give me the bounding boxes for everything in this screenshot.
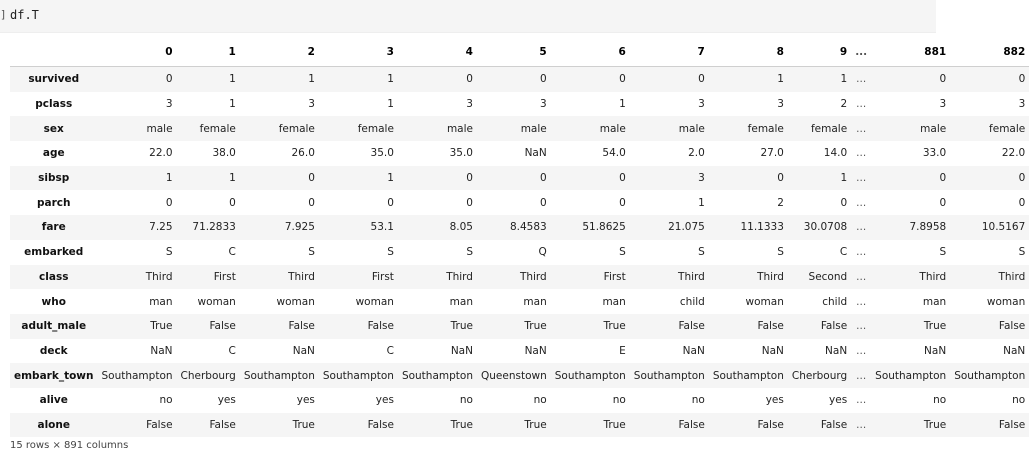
table-cell: 27.0 [760, 147, 784, 160]
table-cell: woman [745, 295, 784, 308]
table-cell: 7.8958 [909, 221, 947, 234]
table-cell: 21.075 [668, 221, 705, 234]
table-cell: Southampton [712, 369, 784, 382]
table-cell: True [923, 418, 947, 431]
table-cell: NaN [924, 344, 947, 357]
column-header: 882 [950, 38, 1029, 67]
column-header: 2 [240, 38, 319, 67]
table-row [10, 190, 1029, 215]
table-cell: NaN [292, 344, 315, 357]
table-cell: 0 [1018, 73, 1026, 86]
table-cell: S [939, 246, 947, 259]
table-cell: 8.05 [449, 221, 473, 234]
table-cell: 33.0 [922, 147, 947, 160]
table-cell: S [777, 246, 784, 259]
table-cell: Southampton [554, 369, 626, 382]
table-cell: 14.0 [823, 147, 848, 160]
row-index-label: survived [28, 73, 80, 86]
table-cell: C [228, 344, 236, 357]
table-cell: man [149, 295, 173, 308]
table-row [10, 265, 1029, 290]
ellipsis-cell: ... [856, 172, 867, 185]
shape-summary: 15 rows × 891 columns [10, 440, 129, 451]
table-cell: female [278, 122, 315, 135]
table-cell: True [524, 320, 547, 333]
table-cell: Southampton [633, 369, 705, 382]
code-line[interactable]: df.T [10, 8, 39, 22]
table-cell: 26.0 [291, 147, 315, 160]
table-cell: 1 [387, 172, 394, 185]
table-cell: 0 [619, 172, 626, 185]
table-cell: 10.5167 [981, 221, 1026, 234]
table-cell: 7.925 [284, 221, 315, 234]
table-row [10, 289, 1029, 314]
table-cell: 0 [540, 73, 547, 86]
table-cell: 0 [308, 172, 315, 185]
ellipsis-cell: ... [856, 369, 867, 382]
table-cell: Third [145, 270, 173, 283]
table-cell: False [757, 320, 784, 333]
cell-prompt: ] [0, 8, 7, 21]
table-body [10, 67, 1029, 438]
table-cell: Third [678, 270, 705, 283]
column-header: 9 [788, 38, 851, 67]
column-header: 881 [871, 38, 950, 67]
ellipsis-cell: ... [856, 147, 867, 160]
table-row [10, 240, 1029, 265]
table-cell: Third [757, 270, 784, 283]
table-cell: 0 [1018, 196, 1026, 209]
table-cell: Southampton [101, 369, 173, 382]
table-cell: False [146, 418, 173, 431]
table-cell: 7.25 [149, 221, 173, 234]
table-cell: 1 [229, 98, 236, 111]
row-index-label: embark_town [14, 369, 94, 382]
row-index-label: fare [41, 221, 66, 234]
table-row [10, 92, 1029, 117]
row-index-label: age [42, 147, 65, 160]
table-cell: 8.4583 [509, 221, 547, 234]
row-index-label: alive [39, 394, 68, 407]
table-cell: 1 [840, 73, 848, 86]
table-cell: S [1018, 246, 1026, 259]
table-cell: 0 [619, 73, 626, 86]
table-cell: False [367, 418, 394, 431]
row-index-label: sex [43, 122, 64, 135]
table-cell: True [292, 418, 315, 431]
table-cell: yes [217, 394, 236, 407]
table-cell: False [288, 320, 315, 333]
table-cell: 22.0 [149, 147, 173, 160]
table-row [10, 339, 1029, 364]
table-cell: 0 [619, 196, 626, 209]
table-cell: S [619, 246, 626, 259]
column-header: 8 [709, 38, 788, 67]
table-cell: True [450, 418, 473, 431]
table-cell: 0 [939, 172, 947, 185]
dataframe-table [10, 38, 1029, 437]
table-cell: 0 [165, 196, 173, 209]
table-cell: False [998, 320, 1026, 333]
table-cell: C [839, 246, 848, 259]
table-cell: no [533, 394, 547, 407]
table-cell: 0 [165, 73, 173, 86]
row-index-label: who [41, 295, 66, 308]
table-cell: 1 [840, 172, 848, 185]
table-cell: Queenstown [480, 369, 547, 382]
table-cell: 51.8625 [582, 221, 626, 234]
table-cell: man [602, 295, 626, 308]
table-cell: yes [375, 394, 394, 407]
table-cell: Southampton [243, 369, 315, 382]
table-cell: yes [829, 394, 848, 407]
index-header-corner [10, 38, 97, 67]
table-cell: male [599, 122, 626, 135]
table-cell: True [450, 320, 473, 333]
table-cell: NaN [524, 344, 547, 357]
ellipsis-cell: ... [856, 418, 867, 431]
table-cell: False [820, 418, 848, 431]
row-index-label: class [39, 270, 69, 283]
table-row [10, 413, 1029, 438]
table-cell: no [459, 394, 473, 407]
table-cell: female [199, 122, 236, 135]
table-cell: Second [808, 270, 848, 283]
table-cell: NaN [524, 147, 547, 160]
table-cell: S [165, 246, 173, 259]
row-index-label: adult_male [21, 320, 87, 333]
table-cell: S [698, 246, 705, 259]
table-cell: 0 [466, 196, 473, 209]
row-index-label: pclass [35, 98, 73, 111]
table-row [10, 215, 1029, 240]
table-cell: no [612, 394, 626, 407]
column-header: 6 [551, 38, 630, 67]
column-header: 5 [477, 38, 551, 67]
table-cell: Third [288, 270, 315, 283]
table-cell: True [603, 418, 626, 431]
table-cell: 35.0 [449, 147, 473, 160]
table-cell: 1 [229, 172, 236, 185]
table-cell: 0 [466, 73, 473, 86]
table-cell: Cherbourg [791, 369, 848, 382]
table-row [10, 363, 1029, 388]
table-cell: True [603, 320, 626, 333]
cell-output [0, 34, 1026, 459]
table-cell: NaN [1003, 344, 1026, 357]
column-header: 1 [177, 38, 240, 67]
table-cell: 3 [466, 98, 473, 111]
table-cell: 3 [777, 98, 784, 111]
table-cell: 3 [698, 172, 705, 185]
row-index-label: sibsp [38, 172, 70, 185]
table-cell: 1 [308, 73, 315, 86]
table-cell: no [1012, 394, 1026, 407]
table-row [10, 67, 1029, 92]
table-cell: False [998, 418, 1026, 431]
table-cell: 0 [466, 172, 473, 185]
table-cell: 1 [619, 98, 626, 111]
column-header: 4 [398, 38, 477, 67]
table-cell: yes [296, 394, 315, 407]
table-cell: False [678, 418, 705, 431]
table-cell: 0 [308, 196, 315, 209]
table-cell: 1 [698, 196, 705, 209]
table-cell: 3 [1018, 98, 1026, 111]
table-cell: First [371, 270, 394, 283]
table-row [10, 166, 1029, 191]
table-cell: 1 [777, 73, 784, 86]
table-cell: male [920, 122, 947, 135]
table-cell: False [757, 418, 784, 431]
table-cell: woman [355, 295, 394, 308]
row-index-label: embarked [24, 246, 84, 259]
table-cell: woman [986, 295, 1026, 308]
table-row [10, 141, 1029, 166]
row-index-label: alone [37, 418, 70, 431]
ellipsis-cell: ... [856, 344, 867, 357]
table-cell: 54.0 [602, 147, 626, 160]
table-cell: 3 [939, 98, 947, 111]
table-cell: NaN [761, 344, 784, 357]
table-cell: 0 [1018, 172, 1026, 185]
column-header: 3 [319, 38, 398, 67]
table-cell: True [923, 320, 947, 333]
table-cell: Third [998, 270, 1026, 283]
table-cell: 0 [777, 172, 784, 185]
table-cell: 3 [308, 98, 315, 111]
table-cell: Third [919, 270, 947, 283]
table-cell: NaN [682, 344, 705, 357]
table-cell: yes [765, 394, 784, 407]
table-cell: 11.1333 [740, 221, 784, 234]
table-cell: male [446, 122, 473, 135]
ellipsis-cell: ... [856, 122, 867, 135]
ellipsis-cell: ... [856, 221, 867, 234]
table-cell: 71.2833 [192, 221, 236, 234]
table-cell: child [679, 295, 705, 308]
column-header: 0 [97, 38, 176, 67]
ellipsis-cell: ... [856, 320, 867, 333]
table-cell: False [367, 320, 394, 333]
table-cell: 2 [777, 196, 784, 209]
table-row [10, 314, 1029, 339]
table-cell: Third [446, 270, 473, 283]
table-cell: Cherbourg [180, 369, 236, 382]
table-cell: male [520, 122, 547, 135]
table-cell: man [449, 295, 473, 308]
table-cell: female [989, 122, 1026, 135]
ellipsis-cell: ... [856, 73, 867, 86]
row-index-label: deck [39, 344, 68, 357]
table-cell: 0 [540, 172, 547, 185]
table-cell: female [747, 122, 784, 135]
table-cell: 38.0 [212, 147, 236, 160]
table-cell: 0 [540, 196, 547, 209]
table-cell: False [209, 418, 236, 431]
column-header-ellipsis: ... [851, 38, 871, 67]
table-cell: 1 [229, 73, 236, 86]
ellipsis-cell: ... [856, 196, 867, 209]
table-cell: NaN [450, 344, 473, 357]
table-cell: 2 [840, 98, 848, 111]
table-cell: False [209, 320, 236, 333]
table-cell: Southampton [322, 369, 394, 382]
table-cell: 2.0 [688, 147, 705, 160]
table-cell: man [523, 295, 547, 308]
table-cell: 3 [698, 98, 705, 111]
table-cell: Q [538, 246, 547, 259]
row-index-label: parch [37, 196, 71, 209]
table-cell: False [678, 320, 705, 333]
table-cell: 0 [698, 73, 705, 86]
table-row [10, 116, 1029, 141]
table-cell: man [922, 295, 947, 308]
table-cell: NaN [150, 344, 173, 357]
table-cell: First [603, 270, 626, 283]
table-cell: 1 [387, 98, 394, 111]
table-cell: E [619, 344, 626, 357]
table-cell: 1 [165, 172, 173, 185]
table-cell: 35.0 [370, 147, 394, 160]
table-cell: female [810, 122, 848, 135]
table-cell: woman [276, 295, 315, 308]
table-cell: Third [519, 270, 547, 283]
ellipsis-cell: ... [856, 295, 867, 308]
table-cell: Southampton [954, 369, 1026, 382]
column-header: 7 [630, 38, 709, 67]
ellipsis-cell: ... [856, 394, 867, 407]
table-cell: no [159, 394, 173, 407]
table-cell: S [308, 246, 315, 259]
table-cell: child [822, 295, 848, 308]
table-cell: 0 [939, 73, 947, 86]
table-cell: male [678, 122, 705, 135]
table-row [10, 388, 1029, 413]
table-cell: Southampton [401, 369, 473, 382]
table-cell: 22.0 [1001, 147, 1026, 160]
table-cell: 0 [939, 196, 947, 209]
table-cell: 53.1 [370, 221, 394, 234]
table-cell: no [691, 394, 705, 407]
table-cell: male [146, 122, 173, 135]
header-row [10, 38, 1029, 67]
table-cell: female [357, 122, 394, 135]
table-cell: woman [197, 295, 236, 308]
table-cell: False [820, 320, 848, 333]
table-cell: S [387, 246, 394, 259]
table-cell: True [524, 418, 547, 431]
table-cell: 3 [540, 98, 547, 111]
table-cell: Southampton [875, 369, 947, 382]
table-cell: S [466, 246, 473, 259]
ellipsis-cell: ... [856, 270, 867, 283]
table-cell: 0 [229, 196, 236, 209]
table-cell: NaN [825, 344, 848, 357]
table-cell: no [933, 394, 947, 407]
table-cell: 0 [387, 196, 394, 209]
table-cell: C [228, 246, 236, 259]
table-cell: First [213, 270, 236, 283]
table-cell: C [386, 344, 394, 357]
code-cell-input[interactable] [0, 0, 936, 33]
table-cell: 30.0708 [803, 221, 848, 234]
table-cell: True [150, 320, 173, 333]
ellipsis-cell: ... [856, 98, 867, 111]
table-cell: 3 [165, 98, 173, 111]
ellipsis-cell: ... [856, 246, 867, 259]
table-cell: 1 [387, 73, 394, 86]
table-cell: 0 [840, 196, 848, 209]
